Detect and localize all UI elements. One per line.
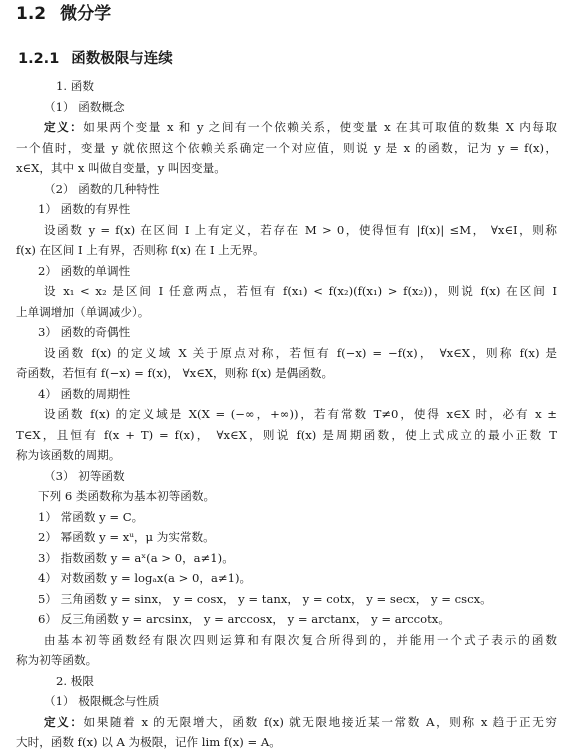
heading-monotonicity: 2） 函数的单调性: [38, 263, 131, 278]
list-item: 2） 幂函数 y = xᵘ，μ 为实常数。: [38, 530, 215, 544]
paragraph-line: 称为初等函数。: [16, 653, 98, 667]
definition-label: 定义：: [44, 120, 84, 134]
heading-limits: 2. 极限: [56, 673, 94, 688]
list-item: 4） 对数函数 y = logₐx(a > 0，a≠1)。: [38, 571, 252, 585]
list-item: 3） 指数函数 y = aˣ(a > 0，a≠1)。: [38, 550, 234, 565]
heading-boundedness: 1） 函数的有界性: [38, 202, 131, 216]
paragraph-line: 一个值时，变量 y 就依照这个依赖关系确定一个对应值，则说 y 是 x 的函数，记为 y = f(x)，: [16, 140, 557, 155]
definition-line-1: [16, 117, 557, 138]
definition-line-2: [16, 712, 557, 733]
paragraph-line: T∈X，且恒有 f(x + T) = f(x)， ∀x∈X，则说 f(x) 是周期函数，使上式成立的最小正数 T: [16, 427, 557, 442]
list-item: 1） 常函数 y = C。: [38, 509, 144, 524]
paragraph-line: f(x) 在区间 I 上有界，否则称 f(x) 在 I 上无界。: [16, 243, 265, 257]
section-title: 微分学: [60, 4, 112, 24]
paragraph-line: x∈X，其中 x 叫做自变量，y 叫因变量。: [16, 161, 226, 175]
subsection-number: 1.2.1: [18, 51, 60, 67]
heading-function-properties: （2） 函数的几种特性: [44, 181, 160, 196]
heading-limit-concept: （1） 极限概念与性质: [44, 694, 160, 708]
subsection-title: 函数极限与连续: [71, 51, 173, 67]
heading-function-concept: （1） 函数概念: [44, 99, 125, 114]
paragraph-line: 设函数 y = f(x) 在区间 I 上有定义，若存在 M > 0，使得恒有 |f(x)| ≤M， ∀x∈I，则称: [44, 222, 557, 237]
section-number: 1.2: [16, 4, 47, 24]
section-heading: [16, 2, 557, 26]
paragraph-line: 设 x₁ < x₂ 是区间 I 任意两点，若恒有 f(x₁) < f(x₂)(f(x₁) > f(x₂))，则说 f(x) 在区间 I: [44, 284, 557, 298]
paragraph-line: 称为该函数的周期。: [16, 448, 121, 462]
paragraph-line: 奇函数，若恒有 f(−x) = f(x)， ∀x∈X，则称 f(x) 是偶函数。: [16, 366, 334, 380]
paragraph-line: 由基本初等函数经有限次四则运算和有限次复合所得到的，并能用一个式子表示的函数: [44, 632, 557, 647]
definition-text: 如果两个变量 x 和 y 之间有一个依赖关系，使变量 x 在其可取值的数集 X 内每取: [83, 120, 557, 134]
paragraph-line: 设函数 f(x) 的定义域 X 关于原点对称，若恒有 f(−x) = −f(x)， ∀x∈X，则称 f(x) 是: [44, 345, 557, 360]
paragraph-line: 下列 6 类函数称为基本初等函数。: [38, 489, 216, 503]
heading-functions: 1. 函数: [56, 79, 94, 93]
subsection-heading: [18, 48, 557, 70]
paragraph-line: 上单调增加（单调减少）。: [16, 304, 150, 319]
paragraph-line: 大时，函数 f(x) 以 A 为极限，记作 lim f(x) = A。: [16, 735, 281, 749]
heading-parity: 3） 函数的奇偶性: [38, 325, 131, 339]
heading-periodicity: 4） 函数的周期性: [38, 386, 131, 401]
list-item: 6） 反三角函数 y = arcsinx， y = arccosx， y = arctanx， y = arccotx。: [38, 612, 450, 626]
heading-elementary-functions: （3） 初等函数: [44, 468, 125, 483]
list-item: 5） 三角函数 y = sinx， y = cosx， y = tanx， y = cotx， y = secx， y = cscx。: [38, 591, 492, 606]
paragraph-line: 设函数 f(x) 的定义域是 X(X = (−∞，+∞))，若有常数 T≠0，使得 x∈X 时，必有 x ±: [44, 407, 557, 421]
definition-text: 如果随着 x 的无限增大，函数 f(x) 就无限地接近某一常数 A，则称 x 趋于正无穷: [83, 714, 557, 729]
definition-label: 定义：: [44, 714, 84, 729]
